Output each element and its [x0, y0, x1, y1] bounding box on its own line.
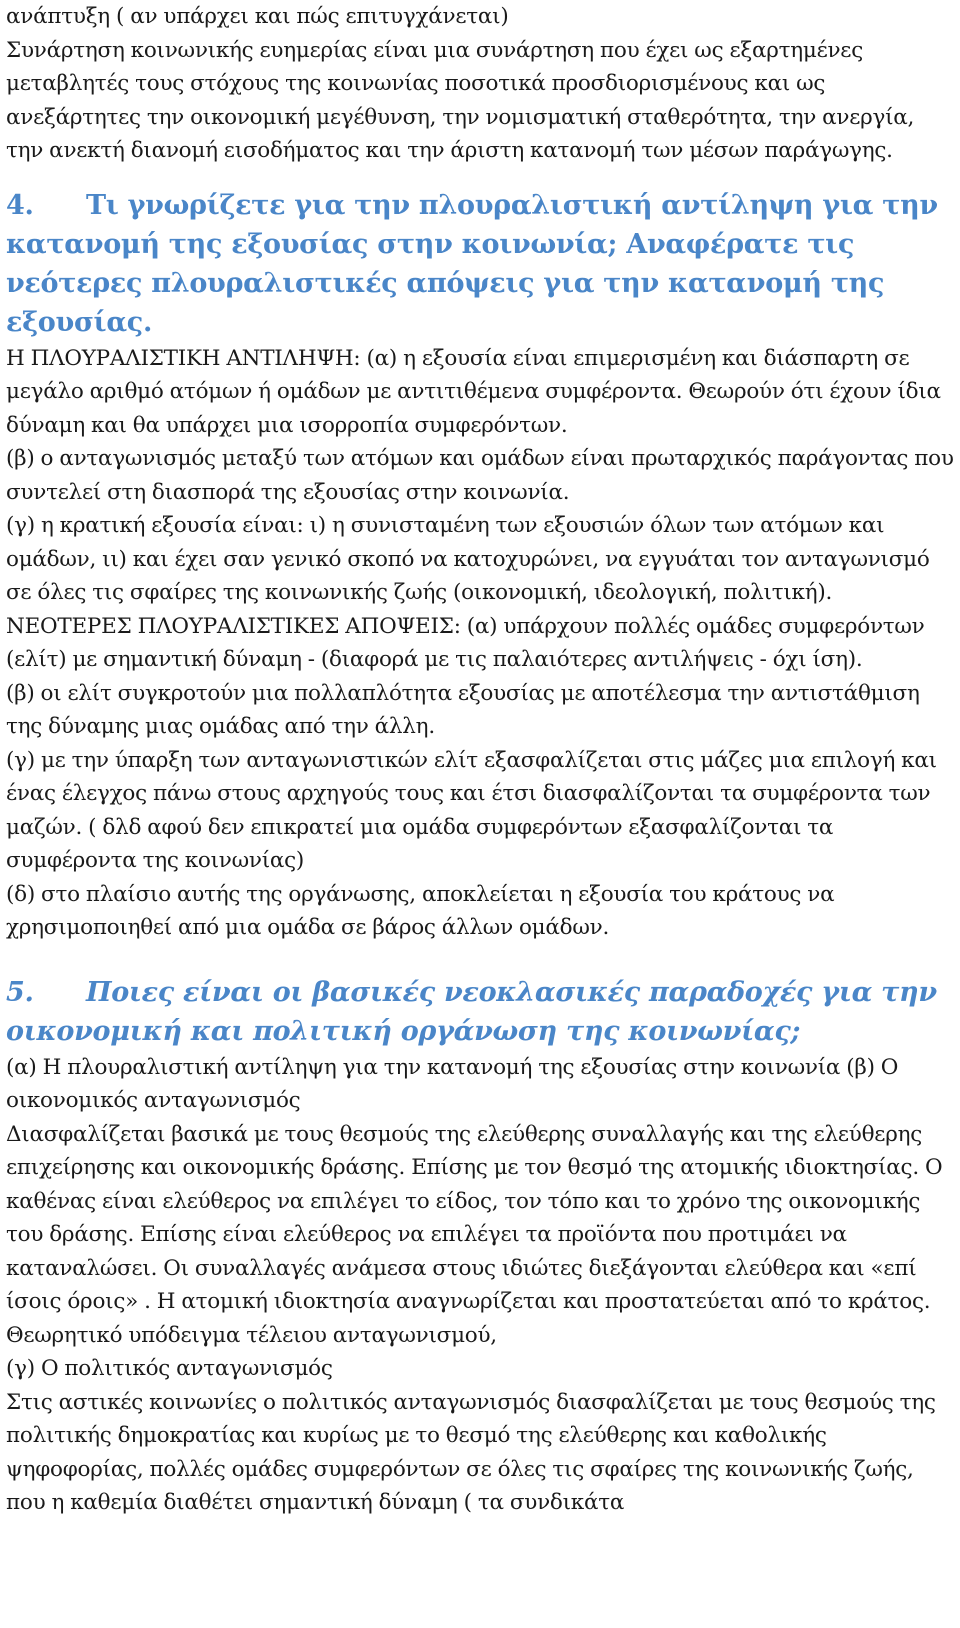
document-page [6, 0, 956, 1520]
q4-paragraph: (β) οι ελίτ συγκροτούν μια πολλαπλότητα εξουσίας με αποτέλεσμα την αντιστάθμιση της δύναμης μιας ομάδας από την άλλη. [6, 680, 920, 739]
question-5-number: 5. [6, 976, 34, 1008]
question-4-heading [6, 186, 956, 342]
question-4-title: Τι γνωρίζετε για την πλουραλιστική αντίληψη για την κατανομή της εξουσίας στην κοινωνία; Αναφέρατε τις νεότερες πλουραλιστικές απόψεις για την κατανομή της εξουσίας. [6, 189, 938, 338]
q5-paragraph: Στις αστικές κοινωνίες ο πολιτικός ανταγωνισμός διασφαλίζεται με τους θεσμούς της πολιτικής δημοκρατίας και κυρίως με το θεσμό της ελεύθερης και καθολικής ψηφοφορίας, πολλές ομάδες συμφερόντων σε όλες τις σφαίρες της κοινωνικής ζωής, που η καθεμία διαθέτει σημαντική δύναμη ( τα συνδικάτα [6, 1389, 936, 1515]
question-5-title: Ποιες είναι οι βασικές νεοκλασικές παραδοχές για την οικονομική και πολιτική οργάνωση της κοινωνίας; [6, 976, 937, 1047]
intro-line: ανάπτυξη ( αν υπάρχει και πώς επιτυγχάνεται) [6, 4, 509, 29]
q4-paragraph: Η ΠΛΟΥΡΑΛΙΣΤΙΚΗ ΑΝΤΙΛΗΨΗ: (α) η εξουσία είναι επιμερισμένη και διάσπαρτη σε μεγάλο αριθμό ατόμων ή ομάδων με αντιτιθέμενα συμφέροντα. Θεωρούν ότι έχουν ίδια δύναμη και θα υπάρχει μια ισορροπία συμφερόντων. [6, 345, 941, 438]
q4-paragraph: (γ) η κρατική εξουσία είναι: ι) η συνισταμένη των εξουσιών όλων των ατόμων και ομάδων, ιι) και έχει σαν γενικό σκοπό να κατοχυρώνει, να εγγυάται τον ανταγωνισμό σε όλες τις σφαίρες της κοινωνικής ζωής (οικονομική, ιδεολογική, πολιτική). ΝΕΟΤΕΡΕΣ ΠΛΟΥΡΑΛΙΣΤΙΚΕΣ ΑΠΟΨΕΙΣ: (α) υπάρχουν πολλές ομάδες συμφερόντων (ελίτ) με σημαντική δύναμη - (διαφορά με τις παλαιότερες αντιλήψεις - όχι ίση). [6, 513, 930, 672]
q5-paragraph: (α) Η πλουραλιστική αντίληψη για την κατανομή της εξουσίας στην κοινωνία (β) Ο οικονομικός ανταγωνισμός [6, 1054, 899, 1113]
q5-paragraph: Διασφαλίζεται βασικά με τους θεσμούς της ελεύθερης συναλλαγής και της ελεύθερης επιχείρησης και οικονομικής δράσης. Επίσης με τον θεσμό της ατομικής ιδιοκτησίας. Ο καθένας είναι ελεύθερος να επιλέγει το είδος, τον τόπο και το χρόνο της οικονομικής του δράσης. Επίσης είναι ελεύθερος να επιλέγει τα προϊόντα που προτιμάει να καταναλώσει. Οι συναλλαγές ανάμεσα στους ιδιώτες διεξάγονται ελεύθερα και «επί ίσοις όροις» . Η ατομική ιδιοκτησία αναγνωρίζεται και προστατεύεται από το κράτος. Θεωρητικό υπόδειγμα τέλειου ανταγωνισμού, [6, 1121, 943, 1348]
intro-paragraph: Συνάρτηση κοινωνικής ευημερίας είναι μια συνάρτηση που έχει ως εξαρτημένες μεταβλητές τους στόχους της κοινωνίας ποσοτικά προσδιορισμένους και ως ανεξάρτητες την οικονομική μεγέθυνση, την νομισματική σταθερότητα, την ανεργία, την ανεκτή διανομή εισοδήματος και την άριστη κατανομή των μέσων παράγωγης. [6, 37, 915, 163]
q5-paragraph: (γ) Ο πολιτικός ανταγωνισμός [6, 1356, 333, 1381]
q4-paragraph: (β) ο ανταγωνισμός μεταξύ των ατόμων και ομάδων είναι πρωταρχικός παράγοντας που συντελεί στη διασπορά της εξουσίας στην κοινωνία. [6, 446, 954, 505]
question-4-number: 4. [6, 189, 34, 221]
q4-paragraph: (γ) με την ύπαρξη των ανταγωνιστικών ελίτ εξασφαλίζεται στις μάζες μια επιλογή και ένας έλεγχος πάνω στους αρχηγούς τους και έτσι διασφαλίζονται τα συμφέροντα των μαζών. ( δλδ αφού δεν επικρατεί μια ομάδα συμφερόντων εξασφαλίζονται τα συμφέροντα της κοινωνίας) [6, 747, 937, 873]
question-5-heading [6, 973, 956, 1051]
q4-paragraph: (δ) στο πλαίσιο αυτής της οργάνωσης, αποκλείεται η εξουσία του κράτους να χρησιμοποιηθεί από μια ομάδα σε βάρος άλλων ομάδων. [6, 881, 835, 940]
